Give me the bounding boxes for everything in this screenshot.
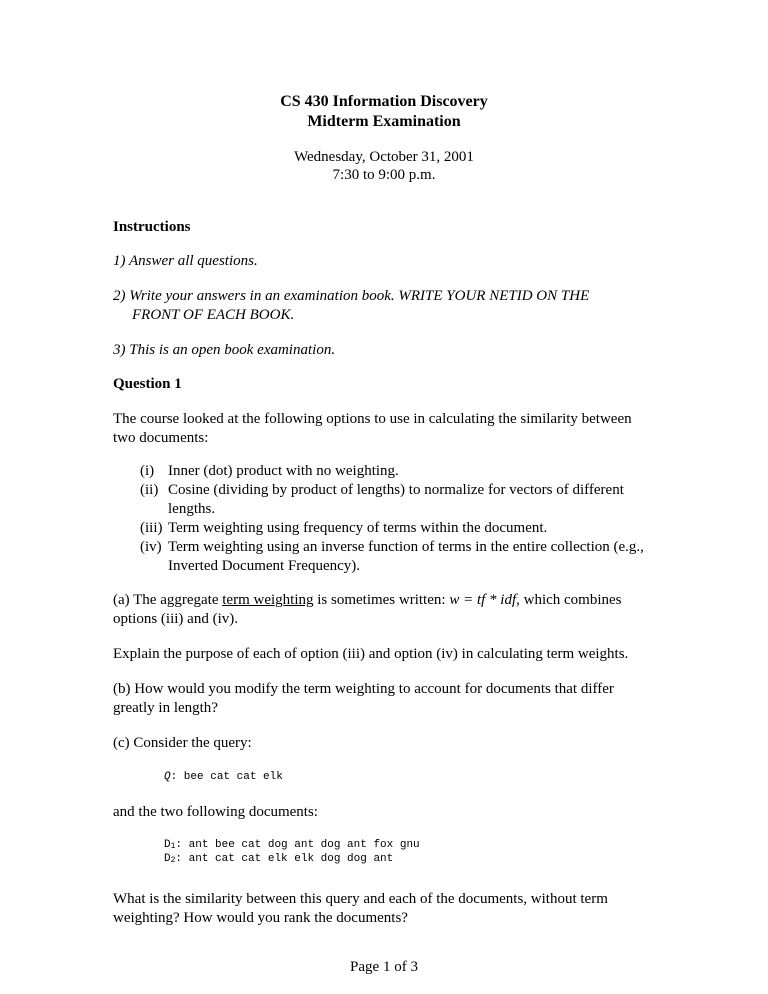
option-number: (i) [140, 463, 155, 479]
option-text: Cosine (dividing by product of lengths) to normalize for vectors of different lengths. [168, 482, 624, 517]
doc1-label: D [164, 839, 171, 851]
tf-idf-formula: w = tf * idf [449, 592, 517, 608]
question1-heading: Question 1 [113, 376, 182, 392]
document-2-line [164, 852, 393, 868]
closing-line2: weighting? How would you rank the documents? [113, 910, 408, 926]
instruction-item-2: 2) Write your answers in an examination book. WRITE YOUR NETID ON THE [113, 288, 590, 304]
part-b-line1: (b) How would you modify the term weighting to account for documents that differ [113, 681, 614, 697]
explain-text: Explain the purpose of each of option (iii) and option (iv) in calculating term weights. [113, 646, 629, 662]
option-text: Term weighting using frequency of terms within the document. [168, 520, 548, 536]
part-a-post: , which combines [516, 592, 622, 608]
instruction-item-3: 3) This is an open book examination. [113, 342, 336, 358]
instructions-heading: Instructions [113, 219, 191, 235]
part-a-mid: is sometimes written: [313, 592, 450, 608]
option-number: (iv) [140, 539, 162, 555]
term-weighting-underlined: term weighting [222, 592, 314, 608]
query-terms: : bee cat cat elk [170, 771, 283, 783]
doc1-terms: : ant bee cat dog ant dog ant fox gnu [175, 839, 420, 851]
part-a-pre: (a) The aggregate [113, 592, 223, 608]
option-number: (ii) [140, 482, 159, 498]
doc2-subscript: 2 [170, 856, 176, 865]
part-b-line2: greatly in length? [113, 700, 218, 716]
exam-title: CS 430 Information Discovery [280, 93, 488, 110]
exam-subtitle: Midterm Examination [307, 113, 461, 130]
part-a-line2: options (iii) and (iv). [113, 611, 238, 627]
option-text: Term weighting using an inverse function of terms in the entire collection (e.g., Inverted Document Frequency). [168, 539, 644, 574]
part-a-line1 [113, 591, 653, 610]
doc2-terms: : ant cat cat elk elk dog dog ant [175, 853, 394, 865]
query-label: Q [164, 771, 171, 783]
question1-intro-line1: The course looked at the following options to use in calculating the similarity between [113, 411, 632, 427]
doc1-subscript: 1 [170, 842, 176, 851]
doc2-label: D [164, 853, 171, 865]
exam-time: 7:30 to 9:00 p.m. [332, 167, 436, 183]
page-number: Page 1 of 3 [350, 959, 418, 975]
part-c-text: (c) Consider the query: [113, 735, 252, 751]
option-text: Inner (dot) product with no weighting. [168, 463, 399, 479]
query-line [164, 770, 283, 784]
exam-date: Wednesday, October 31, 2001 [294, 149, 474, 165]
option-number: (iii) [140, 520, 163, 536]
closing-line1: What is the similarity between this query and each of the documents, without term [113, 891, 608, 907]
instruction-item-1: 1) Answer all questions. [113, 253, 258, 269]
question1-intro-line2: two documents: [113, 430, 209, 446]
docs-intro: and the two following documents: [113, 804, 318, 820]
instruction-item-2-continued: FRONT OF EACH BOOK. [132, 307, 295, 323]
